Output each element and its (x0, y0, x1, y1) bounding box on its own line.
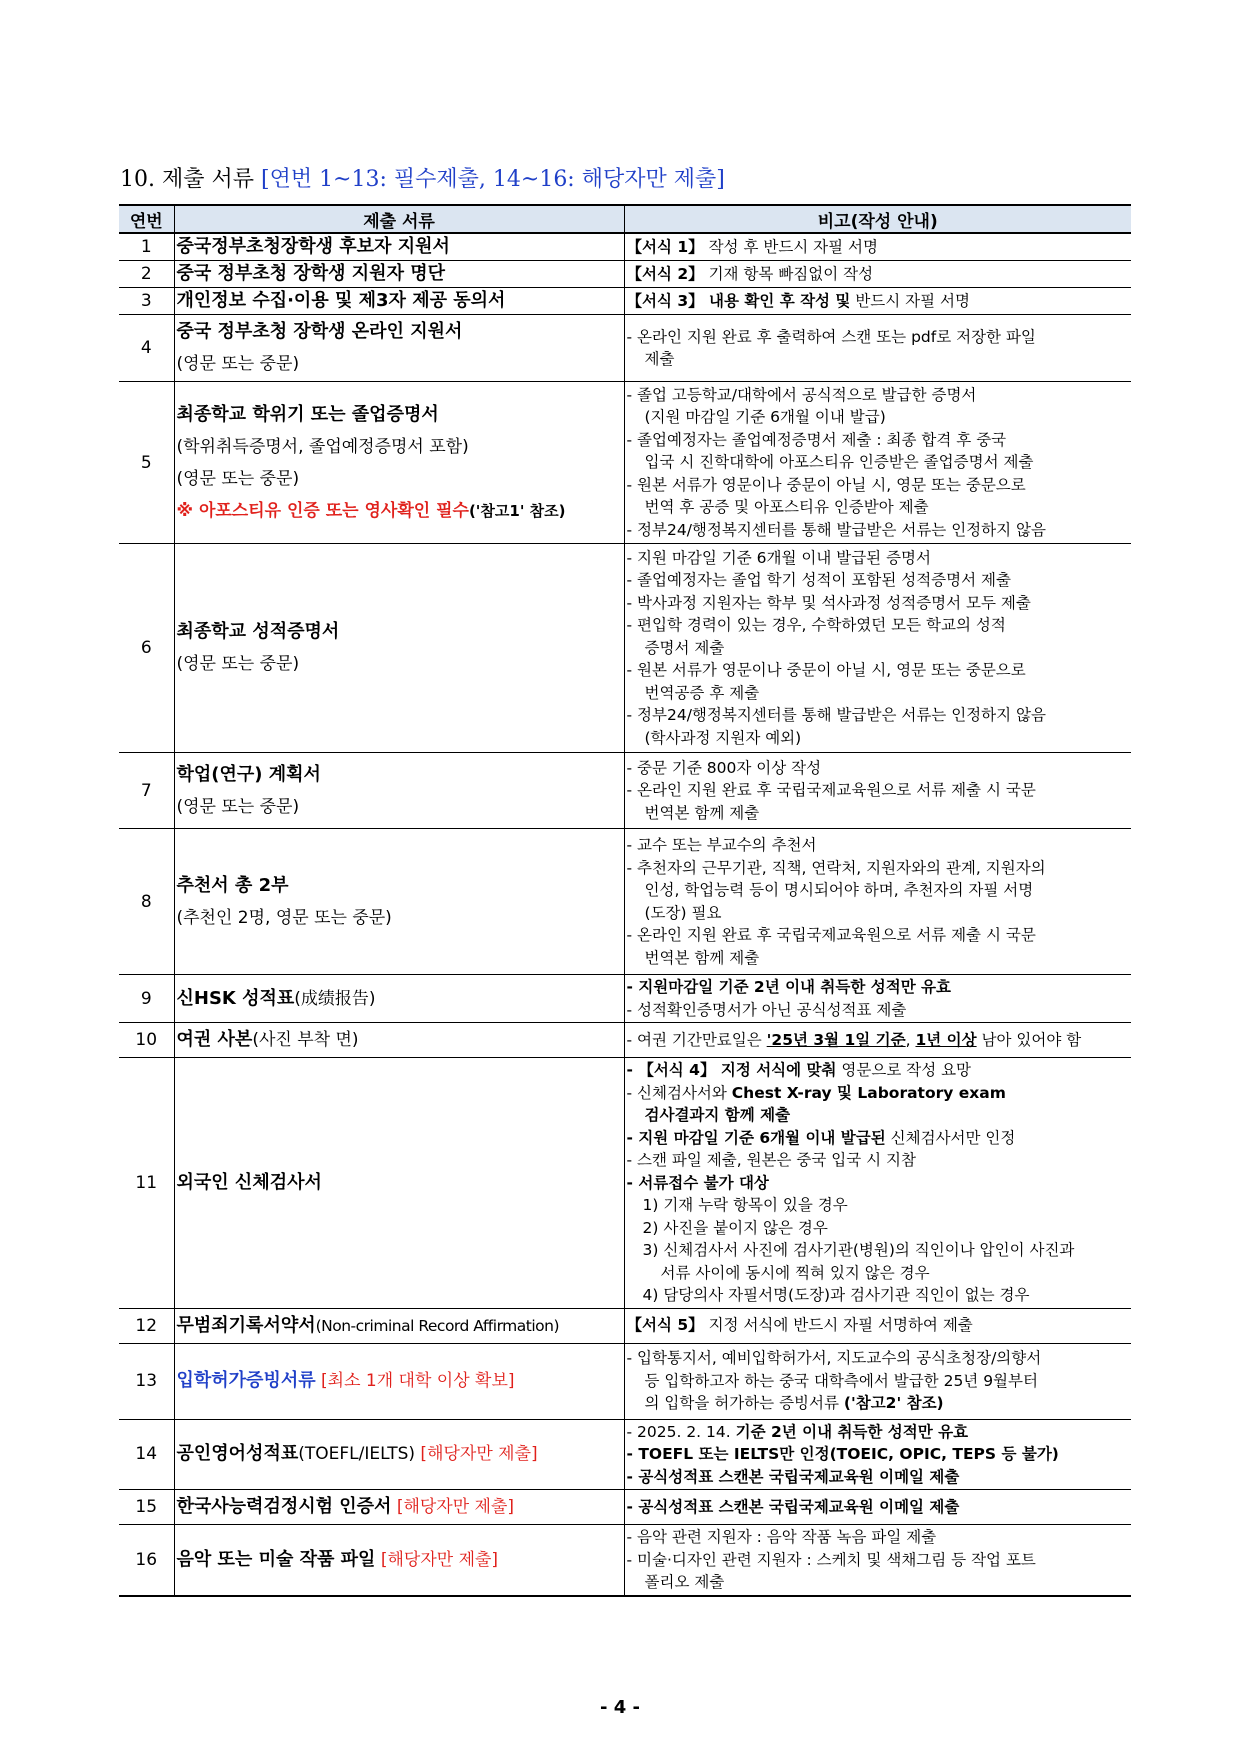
remark-line: - 온라인 지원 완료 후 국립국제교육원으로 서류 제출 시 국문 (626, 781, 1036, 800)
header-number: 연번 (119, 205, 174, 233)
doc-note: [최소 1개 대학 이상 확보] (315, 1371, 515, 1391)
row-document (174, 975, 624, 1023)
remark-line (627, 1314, 1130, 1337)
remark-line: - 공식성적표 스캔본 국립국제교육원 이메일 제출 (626, 1467, 960, 1486)
table-row (119, 233, 1131, 261)
remark-text: 남아 있어야 함 (976, 1030, 1082, 1049)
table-row (119, 1490, 1131, 1525)
row-number: 14 (119, 1419, 174, 1490)
remark-line: - 정부24/행정복지센터를 통해 발급받은 서류는 인정하지 않음 (626, 520, 1046, 539)
table-row (119, 261, 1131, 288)
form-tag: 【서식 2】 (626, 264, 704, 283)
row-number: 2 (119, 261, 174, 288)
remark-line: - 온라인 지원 완료 후 국립국제교육원으로 서류 제출 시 국문 (626, 926, 1036, 944)
remark-line: 4) 담당의사 자필서명(도장)과 검사기관 직인이 없는 경우 (642, 1286, 1030, 1304)
doc-title: 최종학교 성적증명서 (176, 621, 340, 642)
doc-note: [해당자만 제출] (415, 1444, 538, 1465)
remark-line: 【서식 1】 작성 후 반드시 자필 서명 (626, 237, 879, 256)
section-heading-note: [연번 1~13: 필수제출, 14~16: 해당자만 제출] (260, 167, 725, 192)
doc-subtitle: (추천인 2명, 영문 또는 중문) (176, 907, 392, 928)
table-row (119, 753, 1131, 829)
remark-bold: - 【서식 4】 지정 서식에 맞춰 (626, 1061, 837, 1079)
remark-line: 번역본 함께 제출 (644, 803, 760, 822)
remark-line: - 졸업예정자는 졸업 학기 성적이 포함된 성적증명서 제출 (626, 571, 1011, 590)
remark-line: 서류 사이에 동시에 찍혀 있지 않은 경우 (660, 1263, 930, 1282)
doc-warning (177, 495, 622, 527)
table-row (119, 382, 1131, 544)
reference-note: ('참고1' 참조) (468, 501, 566, 520)
remark-line: - 지원마감일 기준 2년 이내 취득한 성적만 유효 (626, 978, 952, 996)
row-remarks (624, 1525, 1131, 1596)
remark-line: 【서식 3】 내용 확인 후 작성 및 반드시 자필 서명 (626, 291, 970, 310)
remark-line: 번역 후 공증 및 아포스티유 인증받아 제출 (644, 498, 929, 517)
remark-line: - 공식성적표 스캔본 국립국제교육원 이메일 제출 (626, 1497, 960, 1516)
table-header-row (119, 205, 1131, 233)
doc-title: 신HSK 성적표 (176, 987, 295, 1009)
remark-line (627, 1392, 1130, 1415)
remark-text: 신체검사서만 인정 (885, 1128, 1016, 1147)
row-remarks (624, 1308, 1131, 1343)
doc-subtitle: (영문 또는 중문) (176, 654, 300, 674)
remark-line: - 편입학 경력이 있는 경우, 수학하였던 모든 학교의 성적 (626, 616, 1006, 635)
row-remarks (624, 1490, 1131, 1525)
row-number: 11 (119, 1058, 174, 1309)
doc-title-line (177, 1310, 622, 1342)
doc-title: 중국정부초청장학생 후보자 지원서 (176, 236, 450, 257)
remark-text: - 2025. 2. 14. (626, 1422, 736, 1441)
row-remarks (624, 1058, 1131, 1309)
remark-text: 의 입학을 허가하는 증빙서류 (644, 1394, 844, 1413)
row-document (174, 261, 624, 288)
table-row (119, 1058, 1131, 1309)
row-document (174, 753, 624, 829)
remark-text: , (905, 1030, 916, 1049)
doc-title: 입학허가증빙서류 (176, 1370, 316, 1391)
row-number: 8 (119, 829, 174, 975)
table-row (119, 1308, 1131, 1343)
duration-highlight: 1년 이상 (915, 1030, 977, 1049)
remark-line: - 추천자의 근무기관, 직책, 연락처, 지원자와의 관계, 지원자의 (626, 858, 1046, 877)
doc-subtitle: (TOEFL/IELTS) (298, 1444, 416, 1465)
remark-line (627, 1059, 1130, 1082)
date-highlight: '25년 3월 1일 기준 (766, 1030, 906, 1049)
row-document (174, 315, 624, 382)
row-remarks (624, 233, 1131, 261)
remark-text: 영문으로 작성 요망 (836, 1061, 972, 1079)
doc-subtitle: (영문 또는 중문) (176, 468, 300, 489)
remark-line: 3) 신체검사서 사진에 검사기관(병원)의 직인이나 압인이 사진과 (642, 1241, 1075, 1259)
doc-subtitle: (成绩报告) (294, 988, 376, 1009)
remark-line (627, 1421, 1130, 1444)
table-row (119, 1023, 1131, 1058)
remark-text: - 여권 기간만료일은 (626, 1030, 767, 1049)
remark-bold: - 지원 마감일 기준 6개월 이내 발급된 (626, 1128, 886, 1147)
doc-title: 개인정보 수집·이용 및 제3자 제공 동의서 (176, 290, 506, 311)
remark-line: - 지원 마감일 기준 6개월 이내 발급된 증명서 (626, 548, 931, 567)
remark-line: - 박사과정 지원자는 학부 및 석사과정 성적증명서 모두 제출 (626, 593, 1031, 612)
remark-line: 폴리오 제출 (644, 1573, 725, 1591)
remark-line: 제출 (644, 350, 675, 368)
table-row (119, 975, 1131, 1023)
remark-line (627, 1082, 1130, 1105)
row-number: 16 (119, 1525, 174, 1596)
row-remarks (624, 261, 1131, 288)
remark-line: (지원 마감일 기준 6개월 이내 발급) (644, 408, 886, 427)
row-number: 3 (119, 288, 174, 315)
row-remarks (624, 382, 1131, 544)
row-document (174, 1343, 624, 1419)
reference-note: ('참고2' 참조) (843, 1394, 944, 1413)
row-number: 9 (119, 975, 174, 1023)
table-row (119, 1343, 1131, 1419)
doc-note: [해당자만 제출] (391, 1497, 515, 1517)
header-document: 제출 서류 (174, 205, 624, 233)
remark-line: - 온라인 지원 완료 후 출력하여 스캔 또는 pdf로 저장한 파일 (626, 327, 1036, 346)
row-document (174, 288, 624, 315)
remark-line: - 교수 또는 부교수의 추천서 (626, 836, 817, 854)
row-number: 1 (119, 233, 174, 261)
remark-line: - 원본 서류가 영문이나 중문이 아닐 시, 영문 또는 중문으로 (626, 661, 1026, 680)
remark-line: - 정부24/행정복지센터를 통해 발급받은 서류는 인정하지 않음 (626, 706, 1046, 725)
remark-line: (도장) 필요 (644, 903, 722, 922)
remark-line: 인성, 학업능력 등이 명시되어야 하며, 추천자의 자필 서명 (644, 881, 1034, 899)
row-document (174, 1058, 624, 1309)
doc-subtitle: (Non-criminal Record Affirmation) (315, 1316, 559, 1335)
doc-title-line (177, 983, 622, 1015)
remark-line: - 스캔 파일 제출, 원본은 중국 입국 시 지참 (626, 1151, 917, 1169)
row-document (174, 233, 624, 261)
table-row (119, 544, 1131, 753)
remark-line: 번역본 함께 제출 (644, 948, 760, 967)
remark-line: 입국 시 진학대학에 아포스티유 인증받은 졸업증명서 제출 (644, 453, 1034, 472)
form-tag: 【서식 3】 내용 확인 후 작성 및 (626, 291, 851, 310)
remark-line: - 졸업 고등학교/대학에서 공식적으로 발급한 증명서 (626, 385, 977, 404)
doc-subtitle: (학위취득증명서, 졸업예정증명서 포함) (176, 436, 469, 457)
remark-text: - 신체검사서와 (626, 1083, 732, 1102)
doc-note: [해당자만 제출] (375, 1549, 499, 1570)
doc-title: 공인영어성적표 (176, 1443, 299, 1465)
row-number: 4 (119, 315, 174, 382)
documents-table (119, 204, 1131, 1597)
doc-title: 최종학교 학위기 또는 졸업증명서 (176, 403, 439, 425)
remark-line: 검사결과지 함께 제출 (644, 1106, 791, 1124)
doc-title: 여권 사본 (176, 1029, 253, 1050)
remark-line: - 음악 관련 지원자 : 음악 작품 녹음 파일 제출 (626, 1528, 937, 1546)
table-row (119, 1419, 1131, 1490)
row-document (174, 1023, 624, 1058)
section-heading (120, 163, 725, 197)
row-document (174, 829, 624, 975)
row-remarks (624, 1419, 1131, 1490)
row-number: 13 (119, 1343, 174, 1419)
table-row (119, 315, 1131, 382)
doc-title: 무범죄기록서약서 (176, 1314, 316, 1336)
row-number: 10 (119, 1023, 174, 1058)
remark-line: 2) 사진을 붙이지 않은 경우 (642, 1218, 828, 1237)
row-document (174, 382, 624, 544)
remark-line: 증명서 제출 (644, 638, 725, 657)
doc-title-line (177, 1491, 622, 1523)
doc-subtitle: (사진 부착 면) (252, 1030, 359, 1050)
apostille-notice: ※ 아포스티유 인증 또는 영사확인 필수 (176, 500, 469, 521)
doc-title: 한국사능력검정시험 인증서 (176, 1496, 392, 1517)
page-number: - 4 - (600, 1697, 640, 1718)
doc-title-line (177, 1365, 622, 1397)
row-remarks (624, 975, 1131, 1023)
row-remarks (624, 315, 1131, 382)
row-document (174, 1308, 624, 1343)
doc-subtitle: (영문 또는 중문) (176, 796, 300, 817)
form-tag: 【서식 1】 (626, 237, 704, 256)
row-number: 7 (119, 753, 174, 829)
table-row (119, 288, 1131, 315)
doc-title: 음악 또는 미술 작품 파일 (176, 1548, 376, 1570)
row-remarks (624, 1343, 1131, 1419)
row-number: 12 (119, 1308, 174, 1343)
row-number: 5 (119, 382, 174, 544)
remark-line: - 중문 기준 800자 이상 작성 (626, 758, 822, 777)
remark-line: - 미술·디자인 관련 지원자 : 스케치 및 색채그림 등 작업 포트 (626, 1550, 1036, 1569)
table-row (119, 1525, 1131, 1596)
header-remarks: 비고(작성 안내) (624, 205, 1131, 233)
row-remarks (624, 288, 1131, 315)
row-document (174, 1419, 624, 1490)
table-row (119, 829, 1131, 975)
remark-line: - 입학통지서, 예비입학허가서, 지도교수의 공식초청장/의향서 (626, 1349, 1042, 1368)
remark-line (627, 1029, 1130, 1052)
remark-line: 등 입학하고자 하는 중국 대학측에서 발급한 25년 9월부터 (644, 1371, 1038, 1390)
row-document (174, 1490, 624, 1525)
remark-line: - 성적확인증명서가 아닌 공식성적표 제출 (626, 1000, 907, 1019)
row-remarks (624, 829, 1131, 975)
doc-title: 학업(연구) 계획서 (176, 763, 321, 785)
doc-title: 추천서 총 2부 (176, 874, 289, 896)
row-document (174, 544, 624, 753)
remark-bold: Chest X-ray 및 Laboratory exam (731, 1083, 1006, 1102)
row-remarks (624, 753, 1131, 829)
remark-bold: 기준 2년 이내 취득한 성적만 유효 (735, 1422, 969, 1441)
remark-line: 번역공증 후 제출 (644, 683, 760, 702)
remark-line: 【서식 2】 기재 항목 빠짐없이 작성 (626, 264, 874, 283)
doc-title: 중국 정부초청 장학생 온라인 지원서 (176, 321, 463, 342)
section-heading-title: 10. 제출 서류 (120, 167, 261, 192)
remark-line: - TOEFL 또는 IELTS만 인정(TOEIC, OPIC, TEPS 등 불가) (626, 1445, 1059, 1463)
remark-line (627, 1127, 1130, 1150)
doc-title: 외국인 신체검사서 (176, 1171, 322, 1193)
row-number: 15 (119, 1490, 174, 1525)
remark-line: - 서류접수 불가 대상 (626, 1173, 769, 1192)
doc-title-line (177, 1438, 622, 1470)
remark-text: 지정 서식에 반드시 자필 서명하여 제출 (703, 1316, 973, 1335)
remark-line: (학사과정 지원자 예외) (644, 728, 802, 747)
row-number: 6 (119, 544, 174, 753)
doc-subtitle: (영문 또는 중문) (176, 354, 300, 374)
form-tag: 【서식 5】 (626, 1316, 704, 1335)
row-remarks (624, 544, 1131, 753)
doc-title: 중국 정부초청 장학생 지원자 명단 (176, 263, 445, 284)
remark-line: - 원본 서류가 영문이나 중문이 아닐 시, 영문 또는 중문으로 (626, 475, 1026, 494)
doc-title-line (177, 1544, 622, 1576)
remark-line: - 졸업예정자는 졸업예정증명서 제출 : 최종 합격 후 중국 (626, 430, 1007, 449)
row-remarks (624, 1023, 1131, 1058)
remark-line: 1) 기재 누락 항목이 있을 경우 (642, 1196, 848, 1214)
doc-title-line (177, 1024, 622, 1056)
row-document (174, 1525, 624, 1596)
